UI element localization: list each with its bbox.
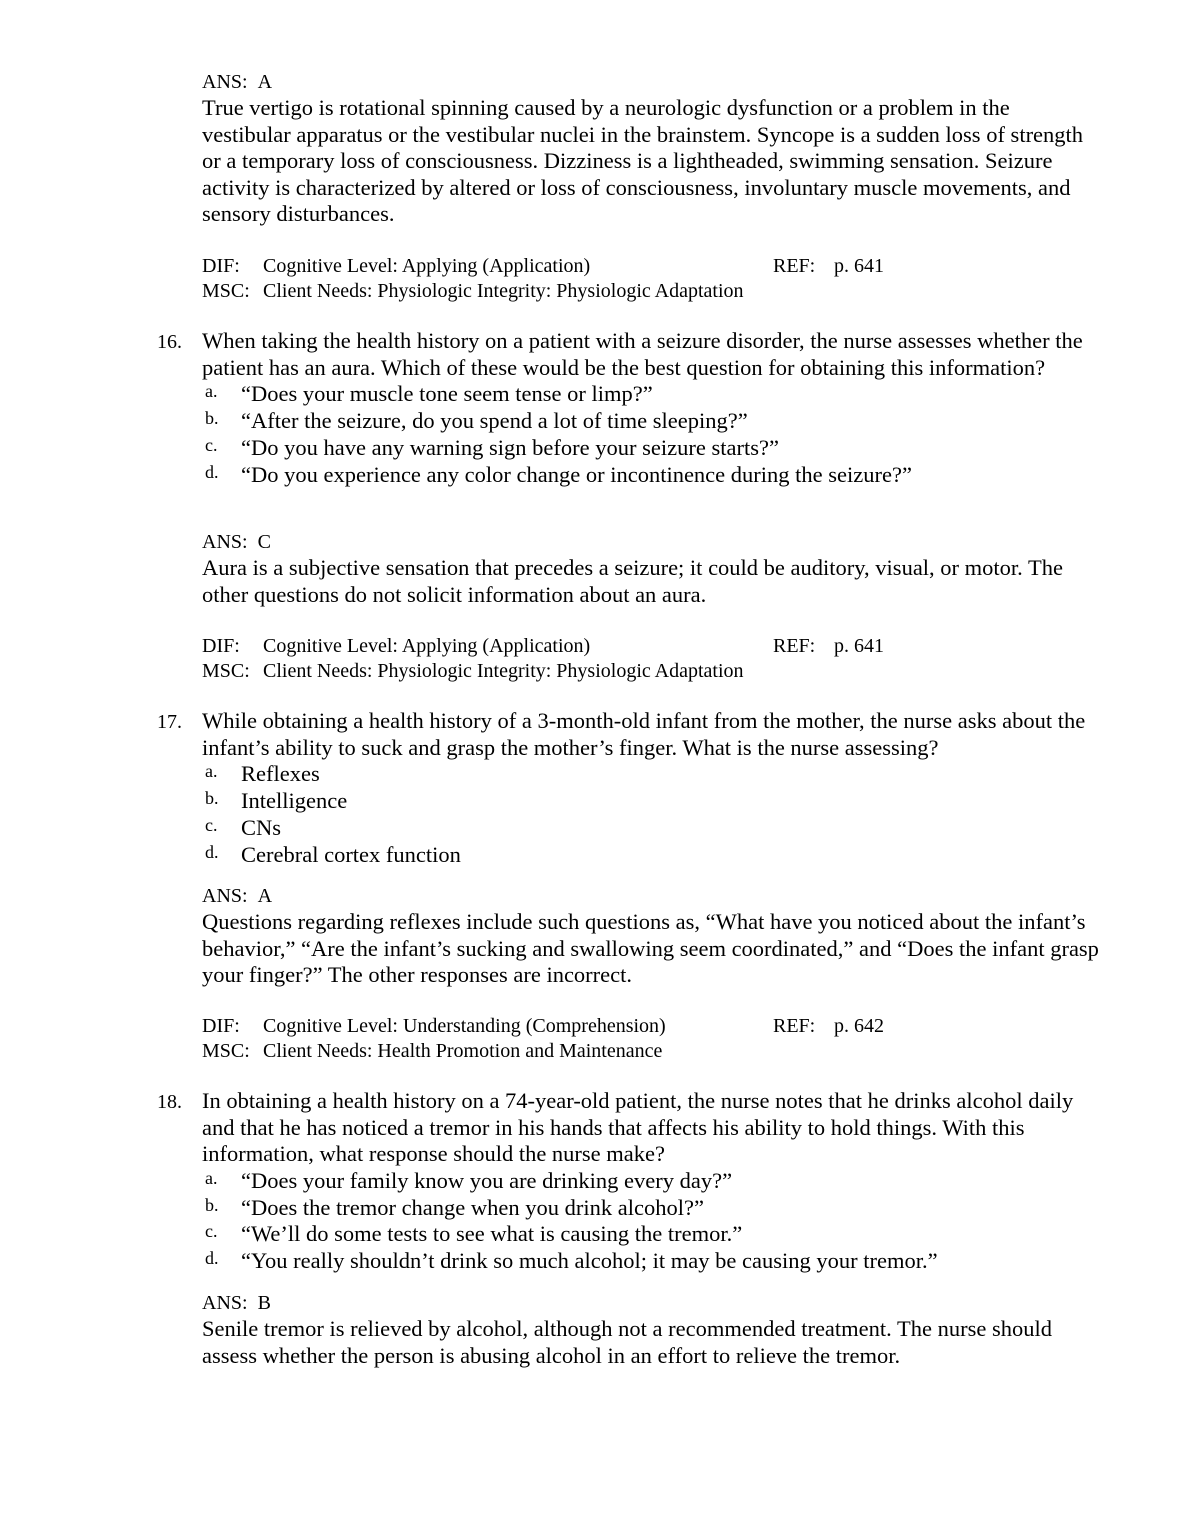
meta-block-17 (202, 1014, 1102, 1064)
msc-label: MSC: (202, 1040, 250, 1062)
option-letter: a. (205, 381, 218, 402)
msc-row (202, 279, 1102, 304)
option-text: Cerebral cortex function (241, 841, 461, 867)
option-text: “Does your muscle tone seem tense or limp?” (241, 381, 653, 407)
dif-row (202, 634, 1102, 659)
option-text: Intelligence (241, 787, 348, 813)
ans-label: ANS: (202, 885, 248, 907)
ans-label: ANS: (202, 1292, 248, 1314)
option-letter: d. (205, 841, 219, 862)
dif-label: DIF: (202, 255, 240, 277)
option-text: “After the seizure, do you spend a lot of time sleeping?” (241, 407, 748, 433)
option-letter: b. (205, 1194, 219, 1215)
option-text: “Does your family know you are drinking every day?” (241, 1167, 733, 1193)
ref-label: REF: (773, 255, 816, 277)
option-list (202, 1168, 1102, 1275)
ref-value: p. 641 (834, 635, 884, 657)
rationale-text: Aura is a subjective sensation that precedes a seizure; it could be auditory, visual, or motor. The other questions do not solicit information about an aura. (202, 555, 1063, 607)
dif-value: Cognitive Level: Understanding (Comprehension) (263, 1015, 666, 1037)
option-b (202, 408, 1102, 435)
option-b (202, 1195, 1102, 1222)
question-stem: When taking the health history on a patient with a seizure disorder, the nurse assesses whether the patient has an aura. Which of these would be the best question for obtaining this information? (202, 328, 1083, 380)
dif-value: Cognitive Level: Applying (Application) (263, 255, 591, 277)
question-17 (157, 708, 1102, 868)
question-number: 17. (157, 711, 182, 733)
msc-label: MSC: (202, 280, 250, 302)
ans-label: ANS: (202, 71, 248, 93)
answer-line (202, 884, 1102, 909)
option-d (202, 1248, 1102, 1275)
question-16 (157, 328, 1102, 488)
option-letter: c. (205, 434, 218, 455)
option-letter: b. (205, 407, 219, 428)
option-c (202, 435, 1102, 462)
option-text: “Do you have any warning sign before your seizure starts?” (241, 434, 779, 460)
question-number: 16. (157, 331, 182, 353)
dif-label: DIF: (202, 1015, 240, 1037)
option-a (202, 381, 1102, 408)
option-list (202, 761, 1102, 868)
option-letter: c. (205, 814, 218, 835)
option-b (202, 788, 1102, 815)
ans-value: A (257, 885, 273, 907)
option-d (202, 462, 1102, 489)
question-stem: In obtaining a health history on a 74-year-old patient, the nurse notes that he drinks alcohol daily and that he has noticed a tremor in his hands that affects his ability to hold things. With this information, what response should the nurse make? (202, 1088, 1074, 1167)
option-a (202, 761, 1102, 788)
option-text: “Does the tremor change when you drink alcohol?” (241, 1194, 704, 1220)
prev-meta-block (202, 254, 1102, 304)
rationale-text: True vertigo is rotational spinning caused by a neurologic dysfunction or a problem in the vestibular apparatus or the vestibular nuclei in the brainstem. Syncope is a sudden loss of strength or a temporary loss of consciousness. Dizziness is a lightheaded, swimming sensation. Seizure activity is characterized by altered or loss of consciousness, involuntary muscle movements, and sensory disturbances. (202, 95, 1084, 227)
option-text: “Do you experience any color change or incontinence during the seizure?” (241, 461, 912, 487)
option-letter: d. (205, 461, 219, 482)
ans-value: C (257, 531, 271, 553)
option-list (202, 381, 1102, 488)
ans-value: B (257, 1292, 271, 1314)
msc-row (202, 1039, 1102, 1064)
ref-label: REF: (773, 635, 816, 657)
answer-line (202, 530, 1102, 555)
option-a (202, 1168, 1102, 1195)
option-text: CNs (241, 814, 282, 840)
option-c (202, 1221, 1102, 1248)
answer-block-16 (202, 530, 1102, 608)
option-text: “We’ll do some tests to see what is causing the tremor.” (241, 1221, 743, 1247)
msc-label: MSC: (202, 660, 250, 682)
option-letter: a. (205, 1167, 218, 1188)
ref-value: p. 641 (834, 255, 884, 277)
option-letter: b. (205, 787, 219, 808)
option-letter: a. (205, 761, 218, 782)
dif-row (202, 254, 1102, 279)
ref-value: p. 642 (834, 1015, 884, 1037)
msc-value: Client Needs: Physiologic Integrity: Physiologic Adaptation (263, 660, 744, 682)
question-number: 18. (157, 1091, 182, 1113)
answer-block-17 (202, 884, 1102, 989)
meta-block-16 (202, 634, 1102, 684)
msc-row (202, 659, 1102, 684)
ans-value: A (257, 71, 273, 93)
answer-line (202, 1291, 1102, 1316)
option-c (202, 815, 1102, 842)
answer-line (202, 70, 1102, 95)
rationale-text: Senile tremor is relieved by alcohol, although not a recommended treatment. The nurse should assess whether the person is abusing alcohol in an effort to relieve the tremor. (202, 1316, 1052, 1368)
question-stem: While obtaining a health history of a 3-month-old infant from the mother, the nurse asks about the infant’s ability to suck and grasp the mother’s finger. What is the nurse assessing? (202, 708, 1086, 760)
ans-label: ANS: (202, 531, 248, 553)
ref-label: REF: (773, 1015, 816, 1037)
rationale-text: Questions regarding reflexes include such questions as, “What have you noticed about the infant’s behavior,” “Are the infant’s sucking and swallowing seem coordinated,” and “Does the infant grasp your finger?” The other responses are incorrect. (202, 909, 1099, 988)
question-18 (157, 1088, 1102, 1275)
prev-answer-block (202, 70, 1102, 228)
dif-label: DIF: (202, 635, 240, 657)
option-text: “You really shouldn’t drink so much alcohol; it may be causing your tremor.” (241, 1248, 938, 1274)
msc-value: Client Needs: Health Promotion and Maintenance (263, 1040, 663, 1062)
msc-value: Client Needs: Physiologic Integrity: Physiologic Adaptation (263, 280, 744, 302)
option-d (202, 842, 1102, 869)
dif-row (202, 1014, 1102, 1039)
answer-block-18 (202, 1291, 1102, 1369)
option-letter: d. (205, 1248, 219, 1269)
option-letter: c. (205, 1221, 218, 1242)
option-text: Reflexes (241, 761, 320, 787)
dif-value: Cognitive Level: Applying (Application) (263, 635, 591, 657)
